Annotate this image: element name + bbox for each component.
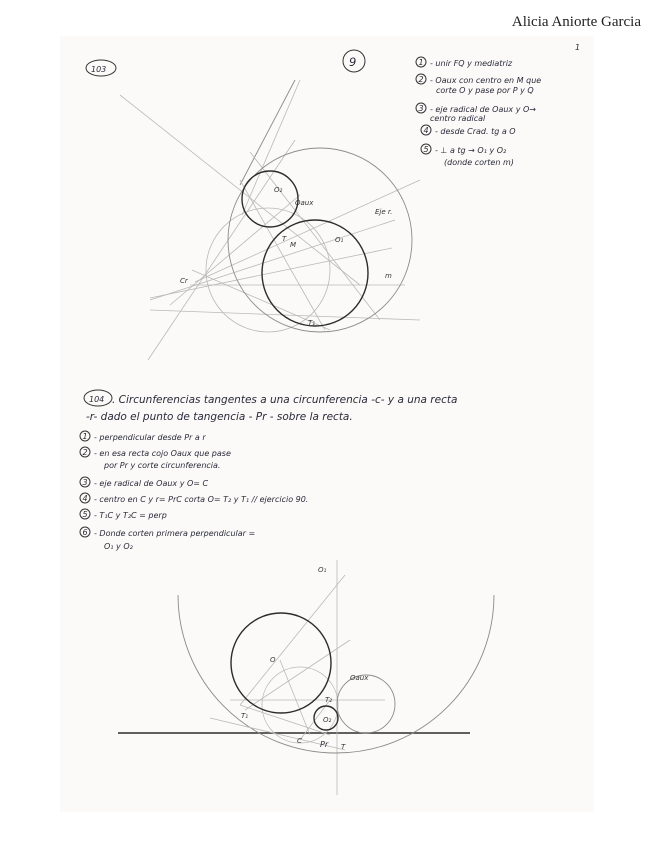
label-t2-104: T₂ xyxy=(325,696,333,704)
label-o-104: O xyxy=(270,656,276,664)
ex104-step-3-num: 3 xyxy=(82,478,88,487)
label-t1: T₁ xyxy=(308,319,316,327)
ex103-step-2-num: 2 xyxy=(418,75,424,84)
label-o2-104: O₂ xyxy=(323,716,332,724)
ex103-step-2b: corte O y pase por P y Q xyxy=(436,86,534,95)
label-pr-104: Pr xyxy=(320,740,329,749)
ex104-title-line1: . Circunferencias tangentes a una circunferencia -c- y a una recta xyxy=(112,394,458,406)
label-t: T xyxy=(282,235,287,243)
ex104-step-6: - Donde corten primera perpendicular = xyxy=(94,529,256,538)
label-oaux-104: Oaux xyxy=(350,674,369,682)
circle-oaux xyxy=(337,675,395,733)
label-c-104: C xyxy=(297,737,302,745)
arc-o1 xyxy=(178,595,494,753)
ex104-step-6b: O₁ y O₂ xyxy=(104,542,133,551)
label-oaux: Oaux xyxy=(295,199,314,207)
exercise-103 xyxy=(86,50,541,360)
label-o1: O₁ xyxy=(335,236,344,244)
ex103-step-5b: (donde corten m) xyxy=(444,158,514,167)
author-name: Alicia Aniorte Garcia xyxy=(511,14,641,30)
ex103-step-3: - eje radical de Oaux y O→ xyxy=(430,105,536,114)
label-t1-104: T₁ xyxy=(241,712,249,720)
ex104-step-6-num: 6 xyxy=(82,528,88,537)
ex104-step-5: - T₁C y T₂C = perp xyxy=(94,511,167,520)
ex103-step-4: - desde Crad. tg a O xyxy=(435,127,516,136)
ex103-number: 103 xyxy=(91,65,107,74)
ex103-steps xyxy=(416,57,541,167)
ex103-step-4-num: 4 xyxy=(423,126,429,135)
ex103-step-3-num: 3 xyxy=(418,104,424,113)
ex103-step-3b: centro radical xyxy=(430,114,486,123)
ex104-step-4: - centro en C y r= PrC corta O= T₂ y T₁ // ejercicio 90. xyxy=(94,495,309,504)
ex103-step-1: - unir FQ y mediatriz xyxy=(430,59,513,68)
ex103-construction xyxy=(120,80,420,360)
ex104-step-1-num: 1 xyxy=(82,432,88,441)
ex103-step-1-num: 1 xyxy=(418,58,424,67)
ex104-step-5-num: 5 xyxy=(82,510,88,519)
label-o2: O₂ xyxy=(274,186,283,194)
label-o1-104: O₁ xyxy=(318,566,327,574)
ex103-circled-number: 9 xyxy=(349,55,357,69)
ex104-steps xyxy=(80,431,308,551)
label-cr: Cr xyxy=(180,277,188,285)
page-mark: 1 xyxy=(575,43,581,52)
ex104-step-3: - eje radical de Oaux y O= C xyxy=(94,479,209,488)
label-m2: M xyxy=(290,241,297,249)
ex104-step-2b: por Pr y corte circunferencia. xyxy=(104,461,221,470)
ex104-title-line2: -r- dado el punto de tangencia - Pr - sobre la recta. xyxy=(86,411,353,423)
ex104-step-2: - en esa recta cojo Oaux que pase xyxy=(94,449,231,458)
ex104-step-2-num: 2 xyxy=(82,448,88,457)
ex103-step-5: - ⊥ a tg → O₁ y O₂ xyxy=(435,146,507,155)
label-eje-r: Eje r. xyxy=(375,208,393,216)
ex104-step-1: - perpendicular desde Pr a r xyxy=(94,433,206,442)
ex104-step-4-num: 4 xyxy=(82,494,88,503)
exercise-104 xyxy=(80,390,494,795)
ex104-construction xyxy=(118,560,494,795)
label-m: m xyxy=(385,272,392,280)
ex104-number: 104 xyxy=(89,395,105,404)
ex103-step-5-num: 5 xyxy=(423,145,429,154)
ex103-step-2: - Oaux con centro en M que xyxy=(430,76,542,85)
label-t-104: T xyxy=(341,743,346,751)
